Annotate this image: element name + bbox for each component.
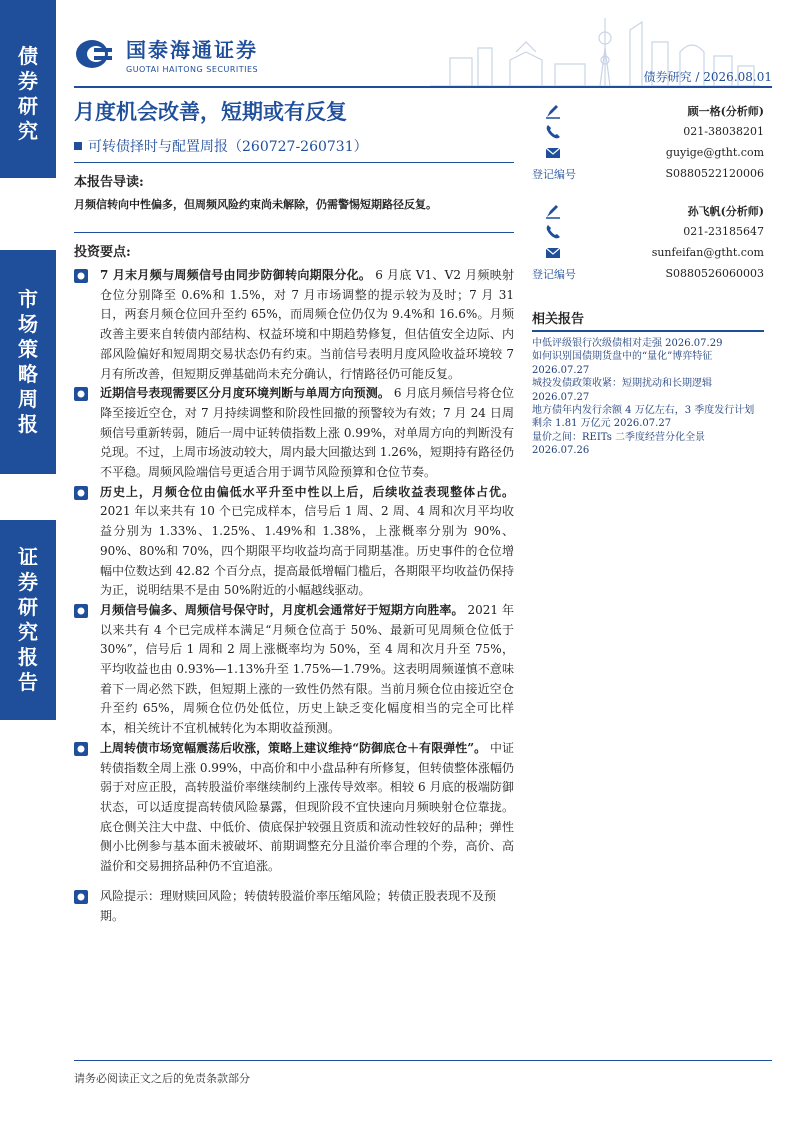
analyst-reg-number: S0880522120006 [665,167,764,180]
key-point-text: 2021 年以来共有 10 个已完成样本，信号后 1 周、2 周、4 周和次月平均收益分别为 1.33%、1.25%、1.49%和 1.38%，上涨概率分别为 90%、90%、80%和 70%，四个期限平均收益均高于同期基准。历史事件的仓位增幅中位数达到 42.82 个百分点，提高最低增幅门槛后，各期限平均收益仍保持为正，说明结果不是由 50%附近的小幅越线驱动。 [100,504,514,598]
circle-bullet-icon [74,604,88,618]
header-category-date: 债券研究 / 2026.08.01 [643,70,772,84]
analyst-reg-label: 登记编号 [532,167,576,181]
footer-disclaimer: 请务必阅读正文之后的免责条款部分 [74,1072,250,1085]
guide-text: 月频信转向中性偏多，但周频风险约束尚未解除，仍需警惕短期路径反复。 [74,198,437,211]
report-title: 月度机会改善，短期或有反复 [74,99,347,124]
key-point-text: 6 月底月频信号将仓位降至接近空仓，对 7 月持续调整和阶段性回撤的预警较为有效；7 月 24 日周频信号重新转弱，随后一周中证转债指数上涨 0.99%，对单周方向的判断没有兑现。不过，上周市场波动较大，周内最大回撤达到 1.26%，短期持有路径仍不平稳。周频风险端信号更适合用于调节风险预算和仓位节奏。 [100,386,514,480]
analyst-name-row [532,200,764,221]
analyst-email-row [532,242,764,263]
analyst-name: 孙飞帆(分析师) [687,204,764,218]
key-point-text: 中证转债指数全周上涨 0.99%，中高价和中小盘品种有所修复，但转债整体涨幅仍弱于对应正股，高转股溢价率继续制约上涨传导效率。相较 6 月底的极端防御状态，可以适度提高转债风险暴露，但现阶段不宜快速向月频映射仓位靠拢。底仓侧关注大中盘、中低价、债底保护较强且资质和流动性较好的品种；弹性侧小比例参与基本面未被破坏、前期调整充分且溢价率合理的个券，高价、高溢价和交易拥挤品种仍不宜追涨。 [100,740,514,874]
square-bullet-icon [74,142,82,150]
analyst-reg-row [532,163,764,184]
guide-heading: 本报告导读: [74,175,144,190]
left-sidebar [0,0,56,1132]
logo-name-en: GUOTAI HAITONG SECURITIES [126,65,259,74]
key-point-bold: 历史上，月频仓位由偏低水平升至中性以上后，后续收益表现整体占优。 [100,484,514,499]
logo-name-cn: 国泰海通证券 [126,38,258,62]
key-point-item [74,266,514,384]
analyst-reg-label: 登记编号 [532,267,576,281]
pen-icon [544,202,562,220]
related-reports-heading: 相关报告 [532,308,764,332]
related-reports-list [532,337,764,458]
sidebar-label-strategy-weekly: 市 场 策 略 周 报 [0,250,56,474]
risk-warning [74,887,514,926]
key-point-bold: 7 月末月频与周频信号由同步防御转向期限分化。 [100,268,372,282]
key-point-bold: 月频信号偏多、周频信号保守时，月度机会通常好于短期方向胜率。 [100,602,464,617]
main-column [74,162,514,926]
company-logo [74,34,258,74]
report-subtitle [74,136,368,156]
analyst-email-row [532,142,764,163]
circle-bullet-icon [74,387,88,401]
sidebar-label-bond-research: 债 券 研 究 [0,0,56,178]
analyst-phone-row [532,221,764,242]
key-point-text: 2021 年以来共有 4 个已完成样本满足“月频仓位高于 50%、最新可见周频仓位低于 30%”，信号后 1 周和 2 周上涨概率均为 50%，至 4 周和次月升至 75%，平均收益也由 0.93%—1.13%升至 1.75%—1.79%。这表明周频谨慎不意味着下一周必然下跌，但短期上涨的一致性仍然有限。当前月频仓位由接近空仓升至约 65%，周频仓位仍处低位，历史上缺乏变化幅度相当的完全可比样本，相关统计不宜机械转化为本期收益预测。 [100,602,514,736]
related-report-link[interactable]: 城投发债政策收紧：短期扰动和长期逻辑 2026.07.27 [532,378,712,403]
risk-warning-text: 风险提示：理财赎回风险；转债转股溢价率压缩风险；转债正股表现不及预期。 [100,888,497,923]
section-divider [74,162,514,163]
related-report-link[interactable]: 如何识别国债期货盘中的“量化”博弈特征 2026.07.27 [532,351,713,376]
email-icon [544,144,562,162]
analyst-email[interactable]: guyige@gtht.com [665,146,764,159]
related-report-link[interactable]: 中低评级银行次级债相对走强 2026.07.29 [532,338,723,349]
section-divider [74,232,514,233]
sidebar-label-research-report: 证 券 研 究 报 告 [0,520,56,720]
header-divider [74,86,772,88]
analyst-reg-row [532,263,764,284]
analyst-name: 顾一格(分析师) [687,104,764,118]
key-points-list [74,266,514,877]
related-report-link[interactable]: 量价之间：REITs 二季度经营分化全景 2026.07.26 [532,431,706,457]
key-point-bold: 上周转债市场宽幅震荡后收涨，策略上建议维持“防御底仓＋有限弹性”。 [100,740,487,755]
analyst-email[interactable]: sunfeifan@gtht.com [651,246,764,259]
key-point-item [74,601,514,739]
circle-bullet-icon [74,269,88,283]
analyst-name-row [532,100,764,121]
related-reports [532,308,764,458]
key-point-item [74,739,514,877]
analyst-phone: 021-38038201 [683,125,764,138]
key-point-item [74,384,514,483]
analyst-phone: 021-23185647 [683,225,764,238]
key-points-heading: 投资要点: [74,245,131,260]
key-point-item [74,483,514,601]
analyst-card [532,100,764,184]
key-point-bold: 近期信号表现需要区分月度环境判断与单周方向预测。 [100,386,390,401]
pen-icon [544,102,562,120]
analyst-phone-row [532,121,764,142]
phone-icon [544,123,562,141]
analyst-reg-number: S0880526060003 [665,267,764,280]
key-point-text: 6 月底 V1、V2 月频映射仓位分别降至 0.6%和 1.5%，对 7 月市场调整的提示较为及时；7 月 31 日，两套月频仓位回升至约 65%，而周频仓位仍仅为 9.4%和 16.6%。月频改善主要来自转债内部结构、权益环境和中期趋势修复，但估值安全边际、内部风险偏好和短周期交易状态仍有约束。当前信号表明月度风险收益环境较 7 月有所改善，但短期反弹基础尚未充分确认，行情路径仍可能反复。 [100,268,515,381]
related-report-link[interactable]: 地方债年内发行余额 4 万亿左右，3 季度发行计划剩余 1.81 万亿元 2026.07.27 [532,405,755,430]
analyst-panel [532,100,764,284]
logo-mark-icon [74,38,118,70]
analyst-card [532,200,764,284]
footer-divider [74,1060,772,1061]
circle-bullet-icon [74,486,88,500]
phone-icon [544,223,562,241]
circle-bullet-icon [74,890,88,904]
circle-bullet-icon [74,742,88,756]
report-subtitle-text: 可转债择时与配置周报（260727-260731） [88,139,368,155]
email-icon [544,244,562,262]
